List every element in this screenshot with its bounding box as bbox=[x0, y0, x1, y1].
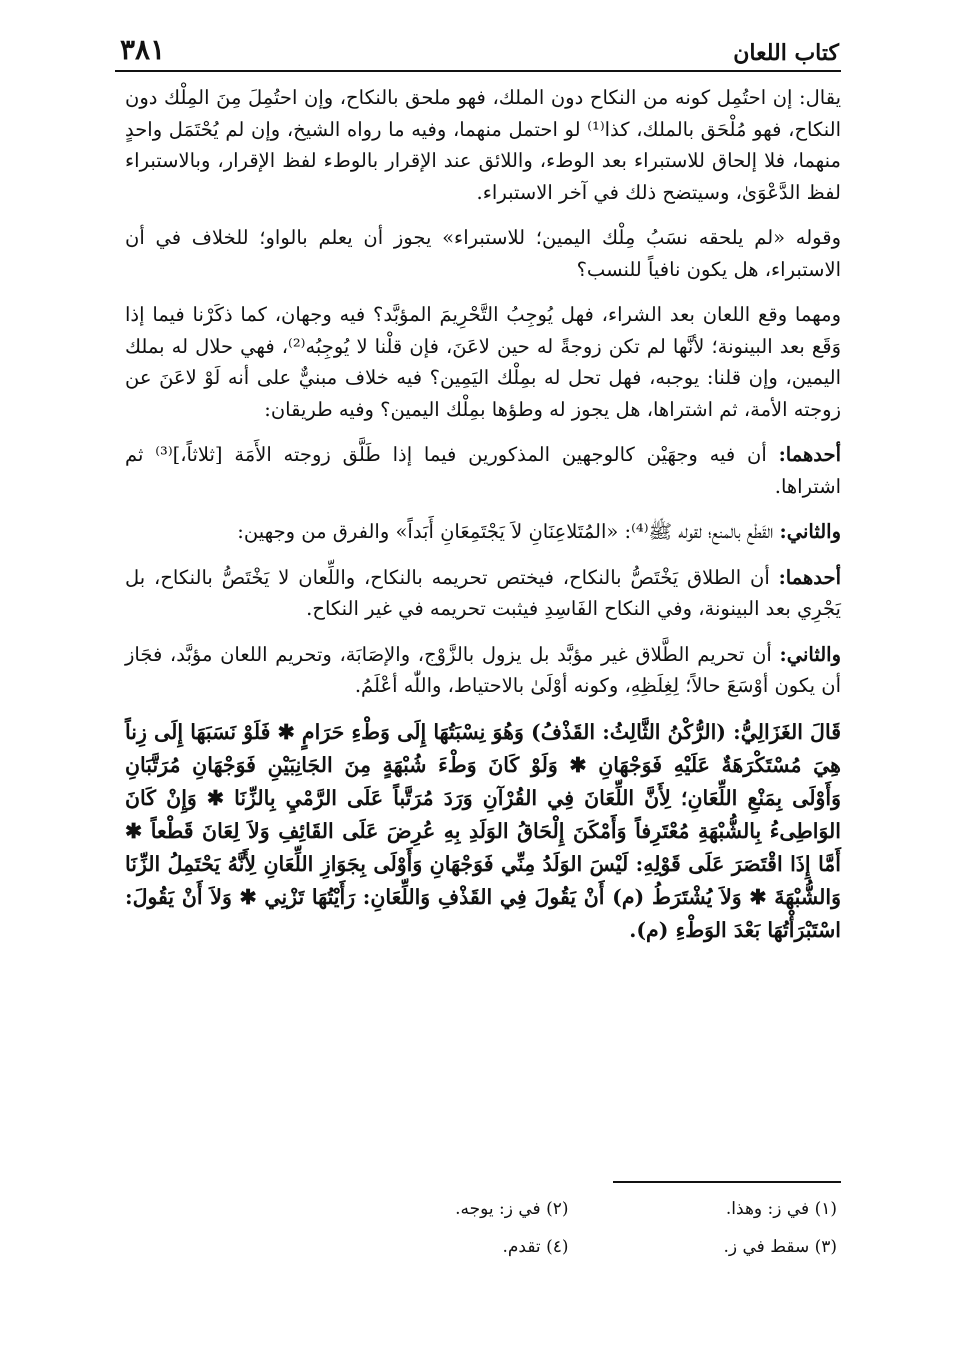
running-title: كتاب اللعان bbox=[733, 40, 839, 66]
paragraph-text: أن فيه وجهَيْن كالوجهين المذكورين فيما إذا طَلَّق زوجته الأَمَة [ثلاثاً،]⁽³⁾ ثم اشتراها. bbox=[125, 443, 841, 498]
paragraph-7 bbox=[125, 639, 841, 702]
footnotes bbox=[340, 1196, 837, 1260]
footnote-1: (١) في ز: وهذا. bbox=[725, 1199, 837, 1219]
paragraph-4 bbox=[125, 439, 841, 502]
footnote-rule bbox=[613, 1181, 841, 1183]
paragraph-2: وقوله «لم يلحقه نسَبُ مِلْك اليمين؛ للاستبراء» يجوز أن يعلم بالواو؛ للخلاف في أن الاستبراء، هل يكون نافياً للنسب؟ bbox=[125, 226, 841, 281]
paragraph-text: القَطْع بالمنع؛ لقوله ﷺ⁽⁴⁾: «المُتَلاعِنَانِ لاَ يَجْتَمِعَانِ أَبَداً» والفرق من وجهين: bbox=[237, 520, 780, 543]
page-number: ٣٨١ bbox=[120, 33, 166, 66]
paragraph-5 bbox=[125, 516, 841, 548]
paragraph-lead: والثاني: bbox=[779, 642, 841, 666]
paragraph-lead: أحدهما: bbox=[778, 443, 841, 466]
page-header bbox=[120, 22, 839, 66]
paragraph-3: ومهما وقع اللعان بعد الشراء، فهل يُوجِبُ التَّحْرِيمَ المؤبَّد؟ فيه وجهان، كما ذكَرْنا فيما إذا وَقَع بعد البينونة؛ لأنَّها لم تكن زوجةً له حين لاعَنَ، فإن قلْنا لا يُوجِبُه⁽²⁾، فهي حلال له بملك اليمين، وإن قلنا: يوجبه، فهل تحل له بمِلْك اليَمِين؟ فيه خلاف مبنيٌّ على أنه لَوْ لاعَنَ عن زوجته الأمة، ثم اشتراها، هل يجوز له وطؤها بمِلْك اليمين؟ وفيه طريقان: bbox=[125, 303, 841, 421]
paragraph-text: أن تحريم الطَّلاق غير مؤبَّد بل يزول بالزَّوْج، والإصَابَة، وتحريم اللعان مؤبَّد، فجَاز أن يكون أوْسَعَ حالاً؛ لِغِلَظِهِ، وكونه أوْلَىٰ بالاحتياط، واللّٰه أعْلَمُ. bbox=[125, 642, 841, 697]
main-text bbox=[125, 82, 841, 961]
paragraph-lead: والثاني: bbox=[779, 520, 841, 543]
paragraph-lead: أحدهما: bbox=[778, 565, 841, 589]
paragraph-1: يقال: إن احتُمِل كونه من النكاح دون الملك، فهو ملحق بالنكاح، وإن احتُمِلَ مِنَ المِلْك دون النكاح، فهو مُلْحَق بالملك، كذا⁽¹⁾ لو احتمل منهما، وفيه ما رواه الشيخ، وإن لم يُحْتَمَل واحدٍ منهما، فلا إلحاق للاستبراء بعد الوطء، واللائق عند الإقرار بالوطء لفظ الإقرار، وبالاستبراء لفظ الدَّعْوَىٰ، وسيتضح ذلك في آخر الاستبراء. bbox=[125, 86, 841, 204]
paragraph-text: أن الطلاق يَخْتَصُّ بالنكاح، فيختص تحريمه بالنكاح، واللِّعان لا يَخْتَصُّ بالنكاح، بل يَجْرِي بعد البينونة، وفي النكاح الفَاسِدِ فيثبت تحريمه في غير النكاح. bbox=[125, 565, 841, 620]
header-rule bbox=[115, 70, 841, 72]
footnote-4: (٤) تقدم. bbox=[502, 1237, 569, 1257]
ghazali-quote: قَالَ الغَزَالِيُّ: (الرُّكْنُ الثَّالِثُ: القَذْفُ) وَهُوَ نِسْبَتُهَا إِلَى وَطْءِ حَرَامٍ ✱ فَلَوْ نَسَبَهَا إِلَى زِناً هِيَ مُسْتَكْرَهَةٌ عَلَيْهِ فَوَجْهَانِ ✱ وَلَوْ كَانَ وَطْءَ شُبْهَةٍ مِنَ الجَانِبَيْنِ فَوَجْهَانِ مُرَتَّبَانِ وَأَوْلَى بِمَنْعِ اللِّعَانِ؛ لِأَنَّ اللِّعَانَ فِي القُرْآنِ وَرَدَ مُرَتَّباً عَلَى الرَّمْيِ بِالزِّنَا ✱ وَإِنْ كَانَ الوَاطِىءُ بِالشُّبْهَةِ مُعْتَرِفاً وَأَمْكَنَ إِلْحَاقُ الوَلَدِ بِهِ عُرِضَ عَلَى القَائِفِ وَلاَ لِعَانَ قَطْعاً ✱ أَمَّا إِذَا اقْتَصَرَ عَلَى قَوْلِهِ: لَيْسَ الوَلَدُ مِنِّي فَوَجْهَانِ وَأَوْلَى بِجَوَازِ اللِّعَانِ لِأَنَّهُ يَحْتَمِلُ الزِّنَا وَالشُّبْهَةَ ✱ وَلاَ يُشْتَرَطُ (م) أَنْ يَقُولَ فِي القَذْفِ وَاللِّعَانِ: رَأَيْتُهَا تَزْنِي ✱ وَلاَ أَنْ يَقُولَ: اسْتَبْرَأْتُهَا بَعْدَ الوَطْءِ (م). bbox=[125, 719, 841, 942]
footnote-2: (٢) في ز: يوجه. bbox=[455, 1199, 569, 1219]
paragraph-6 bbox=[125, 562, 841, 625]
footnote-3: (٣) سقط في ز. bbox=[723, 1237, 837, 1257]
